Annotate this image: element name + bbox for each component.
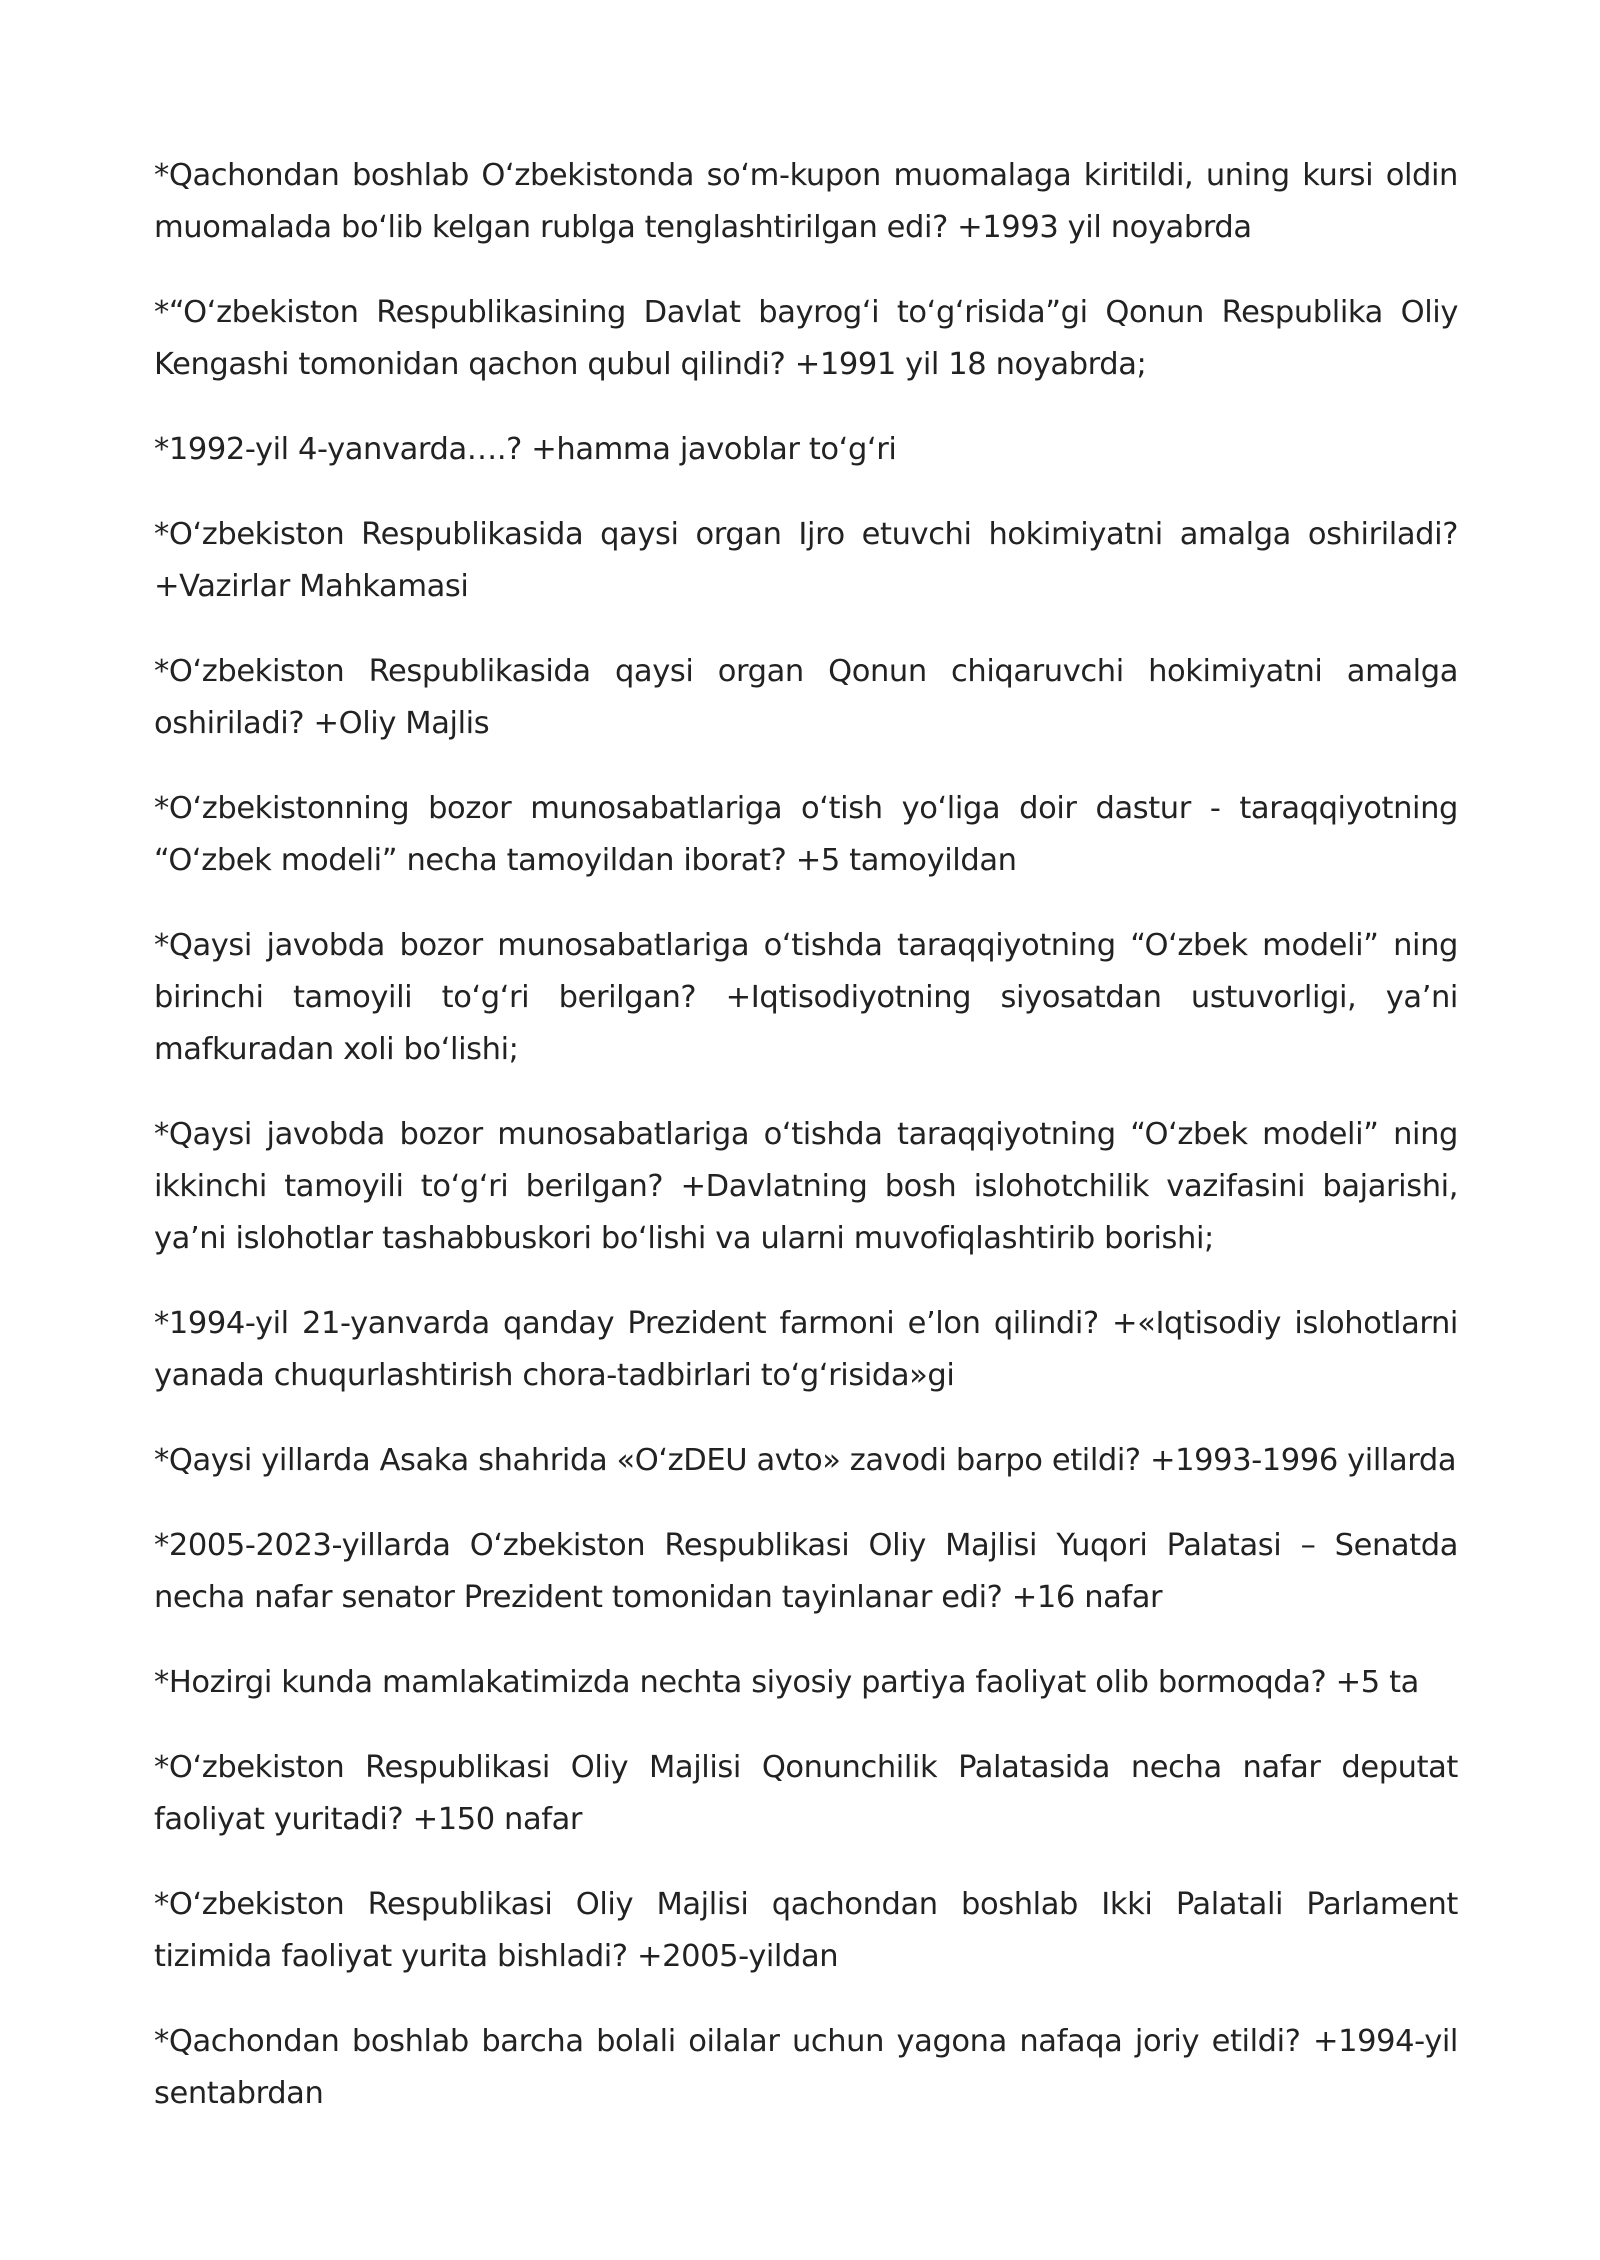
question-paragraph: *Qachondan boshlab barcha bolali oilalar uchun yagona nafaqa joriy etildi? +1994-yil sentabrdan xyxy=(154,2024,1458,2111)
question-paragraph: *Qaysi javobda bozor munosabatlariga o‘tishda taraqqiyotning “O‘zbek modeli” ning birinchi tamoyili to‘g‘ri berilgan? +Iqtisodiyotning siyosatdan ustuvorligi, ya’ni mafkuradan xoli bo‘lishi; xyxy=(154,928,1458,1067)
question-paragraph: *2005-2023-yillarda O‘zbekiston Respublikasi Oliy Majlisi Yuqori Palatasi – Senatda necha nafar senator Prezident tomonidan tayinlanar edi? +16 nafar xyxy=(154,1528,1458,1615)
question-paragraph: *1994-yil 21-yanvarda qanday Prezident farmoni e’lon qilindi? +«Iqtisodiy islohotlarni yanada chuqurlashtirish chora-tadbirlari to‘g‘risida»gi xyxy=(154,1306,1458,1393)
question-paragraph: *Qachondan boshlab O‘zbekistonda so‘m-kupon muomalaga kiritildi, uning kursi oldin muomalada bo‘lib kelgan rublga tenglashtirilgan edi? +1993 yil noyabrda xyxy=(154,158,1458,245)
question-paragraph: *Qaysi javobda bozor munosabatlariga o‘tishda taraqqiyotning “O‘zbek modeli” ning ikkinchi tamoyili to‘g‘ri berilgan? +Davlatning bosh islohotchilik vazifasini bajarishi, ya’ni islohotlar tashabbuskori bo‘lishi va ularni muvofiqlashtirib borishi; xyxy=(154,1117,1458,1256)
question-paragraph: *O‘zbekiston Respublikasi Oliy Majlisi Qonunchilik Palatasida necha nafar deputat faoliyat yuritadi? +150 nafar xyxy=(154,1750,1458,1837)
question-paragraph: *O‘zbekiston Respublikasida qaysi organ Ijro etuvchi hokimiyatni amalga oshiriladi? +Vazirlar Mahkamasi xyxy=(154,517,1458,604)
document-page xyxy=(154,150,1458,2153)
question-paragraph: *O‘zbekiston Respublikasida qaysi organ Qonun chiqaruvchi hokimiyatni amalga oshiriladi? +Oliy Majlis xyxy=(154,654,1458,741)
question-paragraph: *Qaysi yillarda Asaka shahrida «O‘zDEU avto» zavodi barpo etildi? +1993-1996 yillarda xyxy=(154,1443,1457,1478)
question-paragraph: *“O‘zbekiston Respublikasining Davlat bayrog‘i to‘g‘risida”gi Qonun Respublika Oliy Kengashi tomonidan qachon qubul qilindi? +1991 yil 18 noyabrda; xyxy=(154,295,1458,382)
question-paragraph: *1992-yil 4-yanvarda….? +hamma javoblar to‘g‘ri xyxy=(154,432,897,467)
question-paragraph: *O‘zbekistonning bozor munosabatlariga o‘tish yo‘liga doir dastur - taraqqiyotning “O‘zbek modeli” necha tamoyildan iborat? +5 tamoyildan xyxy=(154,791,1458,878)
question-paragraph: *O‘zbekiston Respublikasi Oliy Majlisi qachondan boshlab Ikki Palatali Parlament tizimida faoliyat yurita bishladi? +2005-yildan xyxy=(154,1887,1458,1974)
question-paragraph: *Hozirgi kunda mamlakatimizda nechta siyosiy partiya faoliyat olib bormoqda? +5 ta xyxy=(154,1665,1419,1700)
